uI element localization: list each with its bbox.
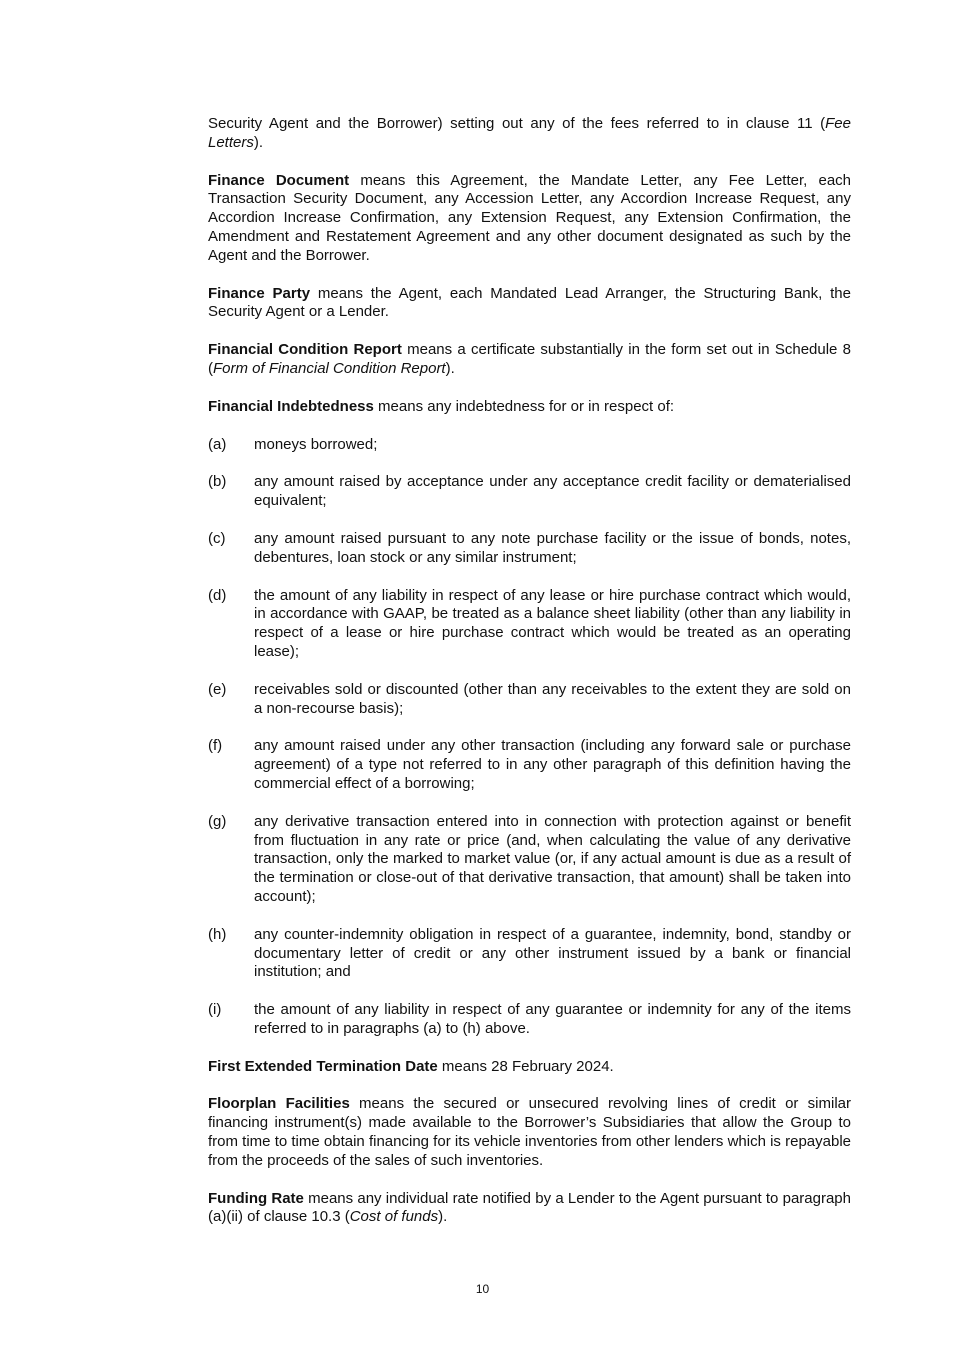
definition-floorplan-facilities: Floorplan Facilities means the secured or unsecured revolving lines of credit or similar financing instrument(s) made available to the Borrower’s Subsidiaries that allow the Group to from time to time obtain financing for its vehicle inventories from other lenders which is repayable from the proceeds of the sales of such inventories. [208,1095,852,1169]
list-item: (e) receivables sold or discounted (other than any receivables to the extent they are sold on a non-recourse basis); [208,680,851,717]
list-item: (g) any derivative transaction entered into in connection with protection against or benefit from fluctuation in any rate or price (and, when calculating the value of any derivative transaction, only the marked to market value (or, if any actual amount is due as a result of the termination or close-out of that derivative transaction, that amount) shall be taken into account); [208,812,851,905]
definition-finance-document: Finance Document means this Agreement, the Mandate Letter, any Fee Letter, each Transaction Security Document, any Accession Letter, any Accordion Increase Request, any Accordion Increase Confirmation, any Extension Request, any Extension Confirmation, the Amendment and Restatement Agreement and any other document designated as such by the Agent and the Borrower. [208,171,852,264]
definition-financial-indebtedness: Financial Indebtedness means any indebtedness for or in respect of: [208,397,675,415]
page-number: 10 [475,1282,490,1296]
list-item: (b) any amount raised by acceptance under any acceptance credit facility or dematerialised equivalent; [208,473,851,510]
definition-term: First Extended Termination Date [208,1057,438,1075]
definition-finance-party: Finance Party means the Agent, each Mandated Lead Arranger, the Structuring Bank, the Security Agent or a Lender. [208,284,851,321]
list-item: (d) the amount of any liability in respect of any lease or hire purchase contract which would, in accordance with GAAP, be treated as a balance sheet liability (other than any liability in respect of a lease or hire purchase contract which would be treated as an operating lease); [208,586,851,660]
definition-term: Funding Rate [208,1189,304,1207]
indebtedness-list [208,436,851,1039]
definition-financial-condition-report: Financial Condition Report means a certificate substantially in the form set out in Schedule 8 (Form of Financial Condition Report). [208,341,851,377]
list-item: (a) moneys borrowed; [208,435,378,453]
definition-funding-rate: Funding Rate means any individual rate notified by a Lender to the Agent pursuant to paragraph (a)(ii) of clause 10.3 (Cost of funds). [208,1189,851,1226]
definition-term: Finance Party [208,284,311,302]
document-page [208,115,851,1246]
definition-term: Financial Condition Report [208,341,402,359]
definition-term: Financial Indebtedness [208,397,374,415]
definition-term: Floorplan Facilities [208,1095,350,1113]
continuation-paragraph: Security Agent and the Borrower) setting out any of the fees referred to in clause 11 (Fee Letters). [208,115,851,151]
definition-first-extended-termination-date: First Extended Termination Date means 28 February 2024. [208,1057,614,1075]
definition-term: Finance Document [208,171,350,189]
list-item: (h) any counter-indemnity obligation in respect of a guarantee, indemnity, bond, standby or documentary letter of credit or any other instrument issued by a bank or financial institution; and [208,925,851,981]
list-item: (c) any amount raised pursuant to any note purchase facility or the issue of bonds, notes, debentures, loan stock or any similar instrument; [208,529,851,566]
list-item: (i) the amount of any liability in respect of any guarantee or indemnity for any of the items referred to in paragraphs (a) to (h) above. [208,1001,851,1037]
list-item: (f) any amount raised under any other transaction (including any forward sale or purchase agreement) of a type not referred to in any other paragraph of this definition having the commercial effect of a borrowing; [208,737,851,792]
